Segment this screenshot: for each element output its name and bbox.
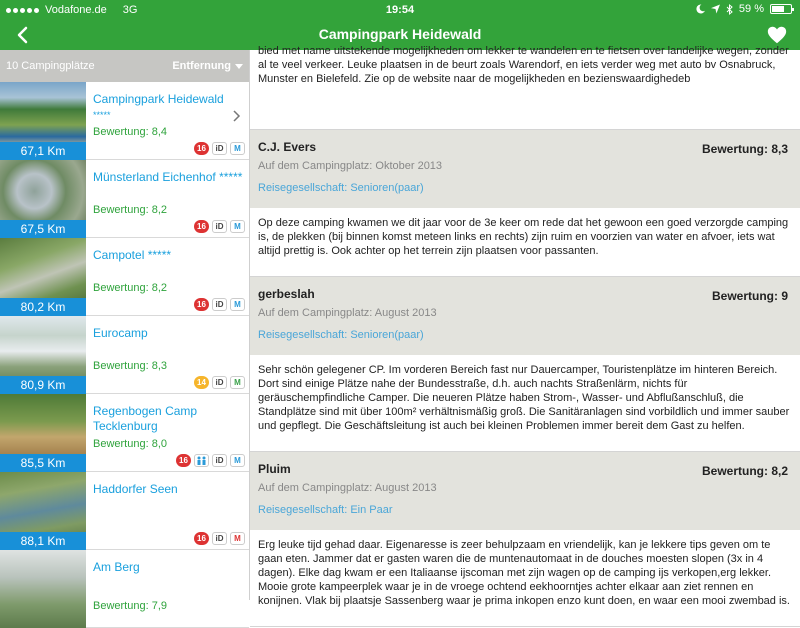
review-score: Bewertung: 9: [711, 289, 788, 303]
description-text: [250, 45, 800, 130]
distance-label: 67,5 Km: [0, 220, 86, 238]
review-card: [250, 130, 800, 277]
adac-16-badge: 16: [194, 298, 209, 311]
campsite-photo: [0, 394, 86, 472]
id-badge: iD: [212, 142, 227, 155]
distance-label: 85,5 Km: [0, 454, 86, 472]
review-date: Auf dem Campingplatz: Oktober 2013: [258, 160, 443, 172]
campsite-rating: Bewertung: 8,3: [93, 360, 167, 372]
status-time: 19:54: [385, 4, 415, 16]
carrier-label: Vodafone.de: [45, 4, 107, 16]
list-header: [0, 50, 249, 82]
adac-16-badge: 16: [176, 454, 191, 467]
chevron-right-icon: [233, 110, 241, 122]
sort-label: Entfernung: [172, 60, 231, 72]
sort-dropdown[interactable]: [172, 60, 243, 72]
campsite-name: Campotel *****: [93, 248, 172, 262]
review-header: [250, 130, 800, 208]
moon-icon: [696, 4, 705, 14]
network-label: 3G: [122, 4, 138, 16]
campsite-photo: [0, 82, 86, 160]
campsite-count: 10 Campingplätze: [6, 60, 95, 72]
m-badge: M: [230, 532, 245, 545]
campsite-rating: Bewertung: 7,9: [93, 600, 167, 612]
review-card: [250, 277, 800, 452]
location-icon: [711, 4, 720, 14]
review-author: Pluim: [258, 462, 291, 476]
badge-row: [176, 454, 245, 467]
list-item[interactable]: [0, 394, 249, 472]
campsite-photo: [0, 550, 86, 628]
review-panel: [250, 45, 800, 607]
review-group: Reisegesellschaft: Senioren(paar): [258, 182, 424, 194]
campsite-photo: [0, 160, 86, 238]
adac-14-badge: 14: [194, 376, 209, 389]
campsite-rating: Bewertung: 8,0: [93, 438, 167, 450]
status-bar: [0, 0, 800, 20]
review-author: C.J. Evers: [258, 140, 317, 154]
list-item[interactable]: [0, 160, 249, 238]
campsite-name: Regenbogen Camp Tecklenburg: [93, 404, 198, 433]
id-badge: iD: [212, 298, 227, 311]
m-badge: M: [230, 142, 245, 155]
campsite-stars: *****: [93, 110, 111, 120]
id-badge: iD: [212, 376, 227, 389]
distance-label: 80,9 Km: [0, 376, 86, 394]
campsite-rating: Bewertung: 8,2: [93, 282, 167, 294]
review-card: [250, 452, 800, 627]
distance-label: 67,1 Km: [0, 142, 86, 160]
review-header: [250, 277, 800, 355]
campsite-name: Münsterland Eichenhof *****: [93, 170, 243, 184]
m-badge: M: [230, 298, 245, 311]
list-item[interactable]: [0, 82, 249, 160]
description-paragraph: bied met name uitstekende mogelijkheden om lekker te wandelen en te fietsen over landelijke wegen, zonder al te veel verkeer. Leuke plaatsen in de beurt zoals Warendorf, en iets verder weg met auto bv Osnabruck, Munster en Bielefeld. Zie op de website naar de mogelijkheden en bezienswaardighedeb: [258, 45, 789, 85]
campsite-name-text: Campingpark Heidewald: [93, 92, 224, 106]
campsite-name: Eurocamp: [93, 326, 148, 340]
campsite-list: [0, 50, 250, 612]
campsite-rating: Bewertung: 8,2: [93, 204, 167, 216]
badge-row: [194, 220, 245, 233]
family-icon: [194, 454, 209, 467]
review-author: gerbeslah: [258, 287, 315, 301]
m-badge: M: [230, 220, 245, 233]
id-badge: iD: [212, 454, 227, 467]
list-item[interactable]: [0, 550, 249, 628]
review-date: Auf dem Campingplatz: August 2013: [258, 307, 437, 319]
heart-icon: [766, 24, 788, 46]
list-item[interactable]: [0, 316, 249, 394]
campsite-name: [93, 92, 243, 123]
review-header: [250, 452, 800, 530]
review-group: Reisegesellschaft: Senioren(paar): [258, 329, 424, 341]
page-title: Campingpark Heidewald: [318, 26, 482, 42]
review-text: Op deze camping kwamen we dit jaar voor de 3e keer om rede dat het gewoon een goed verzorgde camping is, de plekken (bij binnen komst meteen links en rechts) zijn ruim en voorzien van water en afvoer, iets wat altijd prettig is. Ook achter op het terrein zijn plaatsen voor passanten.: [258, 217, 789, 257]
campsite-name: Am Berg: [93, 560, 140, 574]
favorite-button[interactable]: [766, 24, 788, 46]
adac-16-badge: 16: [194, 220, 209, 233]
adac-16-badge: 16: [194, 142, 209, 155]
status-right: [696, 3, 792, 15]
adac-16-badge: 16: [194, 532, 209, 545]
review-text: Erg leuke tijd gehad daar. Eigenaresse is zeer behulpzaam en vriendelijk, kan je lekkere tips geven om te gaan eten. Jammer dat er gasten waren die de muntenautomaat in de douches moesten slopen (3x in 4 dagen). Elke dag kwam er een Italiaanse ijscoman met zijn wagen op de camping ijs verkopen,erg lekker. Mooie grote kampeerplek waar je in de vroege ochtend eekhoorntjes achter elkaar aan ziet rennen en konijnen. Vlak bij plaatsje Sassenberg waar je prima inkopen enzo kunt doen, en waar een mooi zwembad is.: [258, 539, 790, 607]
campsite-photo: [0, 472, 86, 550]
campsite-rating: Bewertung: 8,4: [93, 126, 167, 138]
review-score: Bewertung: 8,2: [701, 464, 788, 478]
review-score: Bewertung: 8,3: [701, 142, 788, 156]
campsite-name: Haddorfer Seen: [93, 482, 178, 496]
review-group: Reisegesellschaft: Ein Paar: [258, 504, 393, 516]
m-badge: M: [230, 454, 245, 467]
caret-down-icon: [235, 64, 243, 69]
bluetooth-icon: [726, 4, 733, 15]
review-date: Auf dem Campingplatz: August 2013: [258, 482, 437, 494]
list-item[interactable]: [0, 238, 249, 316]
m-badge: M: [230, 376, 245, 389]
id-badge: iD: [212, 220, 227, 233]
badge-row: [194, 532, 245, 545]
review-text: Sehr schön gelegener CP. Im vorderen Bereich fast nur Dauercamper, Touristenplätze im hinteren Bereich. Dort sind einige Plätze nahe der Bundesstraße, d.h. auch nachts Straßenlärm, nichts für geräuschempfindliche Camper. Die neueren Plätze haben Strom-, Wasser- und Abflußanschluß, die Standplätze sind mit über 100m² verhältnismäßig groß. Die Sanitäranlagen sind vorbildlich und immer sauber und gepflegt. Die Geschäftsleitung ist auch bei kleinen Problemen immer bereit dem Gast zu helfen.: [258, 364, 790, 432]
distance-label: 88,1 Km: [0, 532, 86, 550]
id-badge: iD: [212, 532, 227, 545]
battery-label: 59 %: [738, 3, 764, 15]
battery-icon: [770, 4, 792, 14]
campsite-photo: [0, 238, 86, 316]
list-item[interactable]: [0, 472, 249, 550]
campsite-photo: [0, 316, 86, 394]
distance-label: 80,2 Km: [0, 298, 86, 316]
badge-row: [194, 376, 245, 389]
badge-row: [194, 142, 245, 155]
badge-row: [194, 298, 245, 311]
